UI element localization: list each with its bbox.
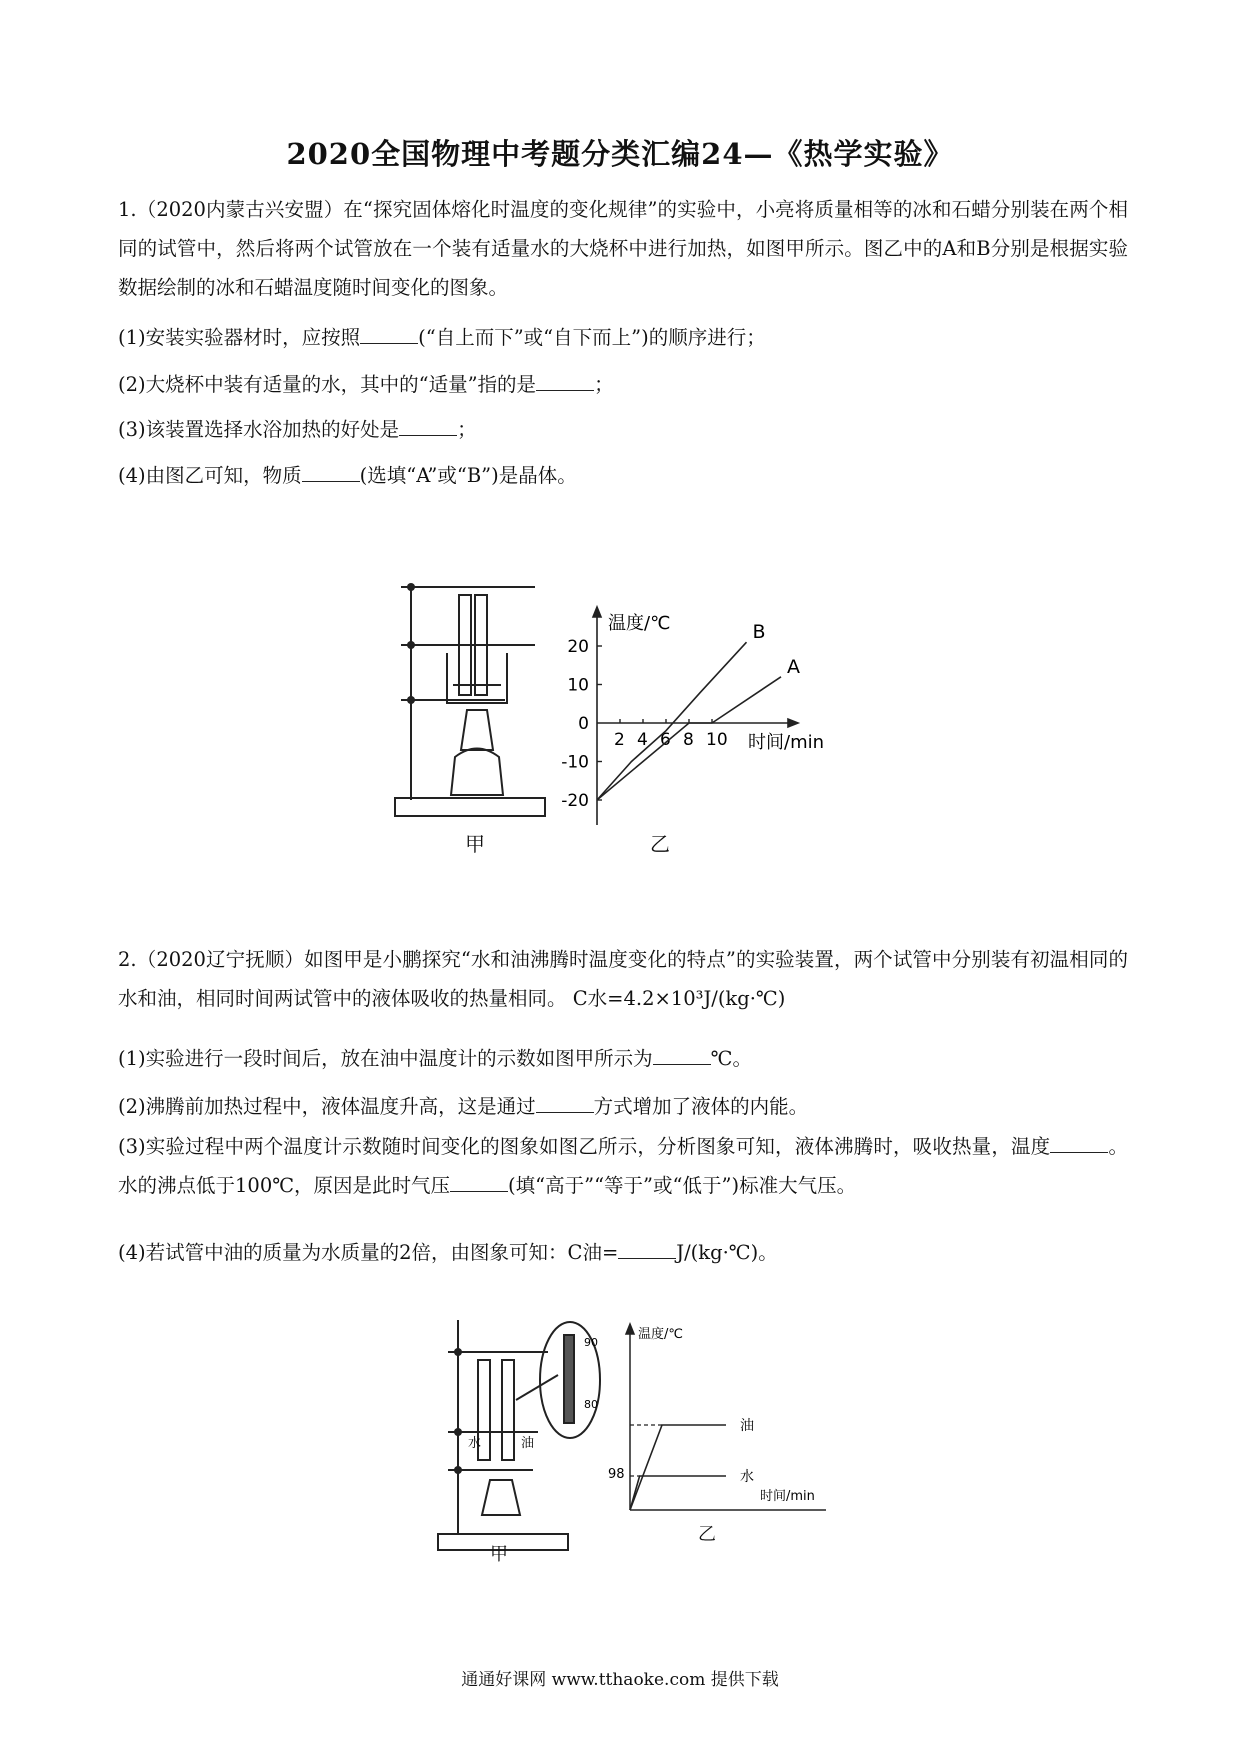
q1-apparatus-figure <box>395 575 555 825</box>
series-line-油 <box>630 1425 726 1510</box>
answer-blank <box>450 1173 508 1192</box>
q2-part2-text-a: (2)沸腾前加热过程中，液体温度升高，这是通过 <box>118 1095 536 1118</box>
thermometer-tick-90: 90 <box>584 1336 598 1349</box>
q2-boiling-chart <box>610 1318 850 1528</box>
answer-blank <box>536 372 594 391</box>
q1-part2-text-a: (2)大烧杯中装有适量的水，其中的“适量”指的是 <box>118 373 537 396</box>
x-tick-label: 10 <box>706 730 728 750</box>
y-tick-label: -10 <box>561 752 589 773</box>
q1-figure-label-jia: 甲 <box>465 832 485 856</box>
q1-part4-text-a: (4)由图乙可知，物质 <box>118 464 302 487</box>
q1-figure-label-yi: 乙 <box>650 832 670 856</box>
q1-temperature-chart <box>560 595 860 830</box>
y-axis-arrow <box>626 1324 634 1334</box>
y-axis-label: 温度/℃ <box>608 613 671 634</box>
q1-part3 <box>118 414 1128 442</box>
answer-blank <box>302 463 360 482</box>
answer-blank <box>618 1240 676 1259</box>
footer-text: 通通好课网 www.tthaoke.com 提供下载 <box>461 1670 779 1690</box>
x-axis-label: 时间/min <box>760 1489 815 1504</box>
q2-stem: 2.（2020辽宁抚顺）如图甲是小鹏探究“水和油沸腾时温度变化的特点”的实验装置，两个试管中分别装有初温相同的水和油，相同时间两试管中的液体吸收的热量相同。 C水=4.2×10³J/(kg·℃) <box>118 948 1128 1010</box>
water-label: 水 <box>468 1436 482 1451</box>
y-tick-label: 10 <box>567 675 589 696</box>
x-tick-label: 4 <box>637 730 648 750</box>
x-axis-label: 时间/min <box>748 732 825 753</box>
q2-figure-label-yi: 乙 <box>698 1524 716 1545</box>
thermometer-tick-80: 80 <box>584 1398 598 1411</box>
q2-part3 <box>118 1127 1128 1205</box>
q1-part4 <box>118 460 1128 488</box>
q2-part3-text-c: (填“高于”“等于”或“低于”)标准大气压。 <box>508 1174 857 1197</box>
q1-part2-text-b: ； <box>594 373 614 396</box>
q2-part4-text-a: (4)若试管中油的质量为水质量的2倍，由图象可知：C油= <box>118 1241 619 1264</box>
page-title: 2020全国物理中考题分类汇编24—《热学实验》 <box>286 137 954 171</box>
q2-part1-text-b: ℃。 <box>710 1047 752 1070</box>
q2-part2-text-b: 方式增加了液体的内能。 <box>593 1095 809 1118</box>
q1-part1 <box>118 322 1128 350</box>
q1-part3-text-b: ； <box>457 418 477 441</box>
q2-part1 <box>118 1043 1128 1071</box>
q2-part4 <box>118 1237 1128 1265</box>
y-axis-arrow <box>593 607 601 617</box>
q1-part3-text-a: (3)该装置选择水浴加热的好处是 <box>118 418 400 441</box>
oil-label: 油 <box>521 1436 535 1451</box>
x-axis-arrow <box>788 719 798 727</box>
answer-blank <box>360 325 418 344</box>
series-line-水 <box>630 1476 726 1510</box>
answer-blank <box>1050 1134 1108 1153</box>
y-axis-label: 温度/℃ <box>638 1327 683 1342</box>
series-label-水: 水 <box>740 1469 754 1485</box>
q2-part1-text-a: (1)实验进行一段时间后，放在油中温度计的示数如图甲所示为 <box>118 1047 653 1070</box>
q2-figure-label-jia: 甲 <box>490 1544 508 1565</box>
q1-part4-text-b: (选填“A”或“B”)是晶体。 <box>359 464 577 487</box>
q1-part2 <box>118 369 1128 397</box>
q2-part2 <box>118 1091 1128 1119</box>
answer-blank <box>399 417 457 436</box>
answer-blank <box>536 1094 594 1113</box>
x-tick-label: 8 <box>683 730 694 750</box>
x-tick-label: 6 <box>660 730 671 750</box>
series-label-B: B <box>752 621 766 644</box>
q2-part4-text-b: J/(kg·℃)。 <box>676 1241 778 1264</box>
answer-blank <box>653 1046 711 1065</box>
series-label-油: 油 <box>740 1418 754 1434</box>
y-tick-label: 0 <box>578 714 589 734</box>
q1-part1-text-a: (1)安装实验器材时，应按照 <box>118 326 361 349</box>
q2-part3-text-a: (3)实验过程中两个温度计示数随时间变化的图象如图乙所示，分析图象可知，液体沸腾时，吸收热量，温度 <box>118 1135 1051 1158</box>
q1-part1-text-b: (“自上而下”或“自下而上”)的顺序进行； <box>418 326 766 349</box>
y-tick-98: 98 <box>608 1467 625 1482</box>
q2-apparatus-figure <box>428 1310 608 1560</box>
q2-part3-text-b: 。水的沸点低于100℃，原因是此时气压 <box>118 1135 1128 1197</box>
y-tick-label: 20 <box>567 637 589 657</box>
y-tick-label: -20 <box>561 791 589 811</box>
x-tick-label: 2 <box>614 730 625 750</box>
series-label-A: A <box>787 655 800 678</box>
q1-stem: 1.（2020内蒙古兴安盟）在“探究固体熔化时温度的变化规律”的实验中，小亮将质量相等的冰和石蜡分别装在两个相同的试管中，然后将两个试管放在一个装有适量水的大烧杯中进行加热，如图甲所示。图乙中的A和B分别是根据实验数据绘制的冰和石蜡温度随时间变化的图象。 <box>118 198 1128 299</box>
